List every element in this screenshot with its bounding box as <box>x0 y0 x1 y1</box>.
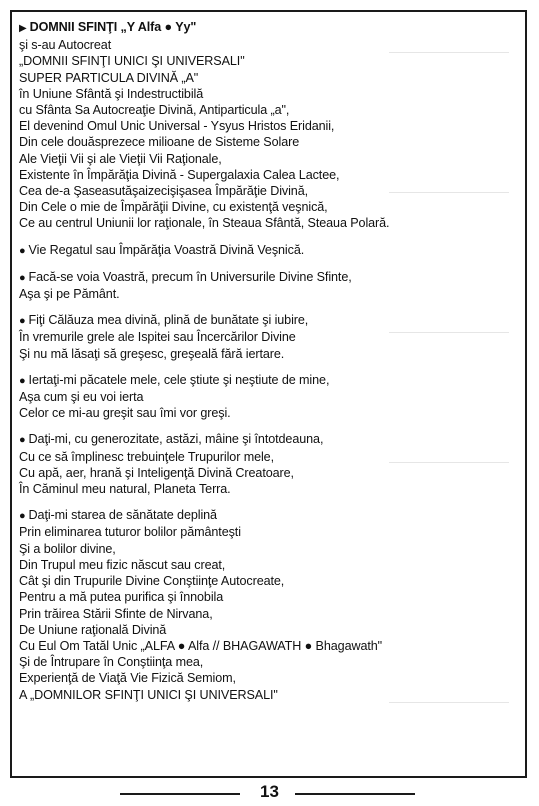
text-line: Şi a bolilor divine, <box>19 541 116 556</box>
text-line: Experienţă de Viaţă Vie Fizică Semiom, <box>19 671 236 686</box>
text-line-content: Daţi-mi starea de sănătate deplină <box>28 508 217 523</box>
bullet-icon: ● <box>19 510 26 523</box>
text-line: şi s-au Autocreat <box>19 38 112 53</box>
text-line <box>19 242 519 259</box>
bullet-icon: ● <box>19 271 26 284</box>
stanza-5 <box>19 372 519 422</box>
text-line: El devenind Omul Unic Universal - Ysyus Hristos Eridanii, <box>19 119 335 134</box>
text-line: cu Sfânta Sa Autocreaţie Divină, Antiparticula „a", <box>19 103 290 118</box>
text-line: Ce au centrul Uniunii lor raţionale, în Steaua Sfântă, Steaua Polară. <box>19 216 390 231</box>
text-line: În vremurile grele ale Ispitei sau Încercărilor Divine <box>19 330 296 345</box>
text-line: Cea de-a Şaseasutăşaizecişişasea Împărăţie Divină, <box>19 184 309 199</box>
text-line <box>19 431 519 448</box>
stanza-1 <box>19 19 519 232</box>
stanza-6 <box>19 431 519 497</box>
text-line-content: Facă-se voia Voastră, precum în Universurile Divine Sfinte, <box>28 269 352 284</box>
text-line-content: Daţi-mi, cu generozitate, astăzi, mâine şi întotdeauna, <box>28 432 324 447</box>
text-line <box>19 269 519 286</box>
text-line: Cu apă, aer, hrană şi Inteligenţă Divină Creatoare, <box>19 465 294 480</box>
text-line: „DOMNII SFINŢI UNICI ŞI UNIVERSALI" <box>19 54 245 69</box>
text-line <box>19 372 519 389</box>
text-line <box>19 507 519 524</box>
text-line: A „DOMNILOR SFINŢI UNICI ŞI UNIVERSALI" <box>19 687 278 702</box>
text-line: Cât şi din Trupurile Divine Conştiinţe Autocreate, <box>19 574 285 589</box>
text-line: În Căminul meu natural, Planeta Terra. <box>19 482 231 497</box>
text-line-content: Iertaţi-mi păcatele mele, cele ştiute şi neştiute de mine, <box>28 372 330 387</box>
bullet-icon: ● <box>19 374 26 387</box>
triangle-right-icon: ▶ <box>19 23 27 34</box>
text-line: în Uniune Sfântă şi Indestructibilă <box>19 86 204 101</box>
text-line: Din cele douăsprezece milioane de Sisteme Solare <box>19 135 300 150</box>
bullet-icon: ● <box>19 244 26 257</box>
text-line: SUPER PARTICULA DIVINĂ „A" <box>19 70 199 85</box>
text-line: Pentru a mă putea purifica şi înnobila <box>19 590 224 605</box>
bullet-icon: ● <box>19 315 26 328</box>
text-line: Aşa şi pe Pământ. <box>19 287 120 302</box>
text-line: Aşa cum şi eu voi ierta <box>19 390 144 405</box>
stanza-3 <box>19 269 519 302</box>
page-number: 13 <box>260 782 279 801</box>
text-line: Şi de Întrupare în Conştiinţa mea, <box>19 655 204 670</box>
text-line: Prin trăirea Stării Sfinte de Nirvana, <box>19 606 213 621</box>
text-line-content: Fiţi Călăuza mea divină, plină de bunătate şi iubire, <box>28 313 309 328</box>
stanza-4 <box>19 312 519 362</box>
stanza-2 <box>19 242 519 259</box>
bullet-icon: ● <box>19 434 26 447</box>
text-line: Cu ce să împlinesc trebuinţele Trupurilor mele, <box>19 449 274 464</box>
text-line: Existente în Împărăţia Divină - Supergalaxia Calea Lactee, <box>19 167 340 182</box>
text-line <box>19 312 519 329</box>
footer-rule <box>295 793 415 795</box>
text-line: Celor ce mi-au greşit sau îmi vor greşi. <box>19 406 231 421</box>
text-line: Şi nu mă lăsaţi să greşesc, greşeală fără iertare. <box>19 346 285 361</box>
text-line <box>19 19 519 37</box>
text-line: De Uniune raţională Divină <box>19 622 167 637</box>
prayer-text <box>19 19 519 713</box>
stanza-7 <box>19 507 519 702</box>
text-line-content: DOMNII SFINŢI „Y Alfa ● Yy" <box>29 20 197 34</box>
text-line: Din Trupul meu fizic născut sau creat, <box>19 557 226 572</box>
text-line: Cu Eul Om Tatăl Unic „ALFA ● Alfa // BHAGAWATH ● Bhagawath" <box>19 638 383 653</box>
text-line: Prin eliminarea tuturor bolilor pământeşti <box>19 525 241 540</box>
text-line-content: Vie Regatul sau Împărăţia Voastră Divină Veşnică. <box>28 242 305 257</box>
page-footer <box>0 784 539 804</box>
text-line: Din Cele o mie de Împărăţii Divine, cu existenţă veşnică, <box>19 200 328 215</box>
text-line: Ale Vieţii Vii şi ale Vieţii Vii Raţionale, <box>19 151 222 166</box>
